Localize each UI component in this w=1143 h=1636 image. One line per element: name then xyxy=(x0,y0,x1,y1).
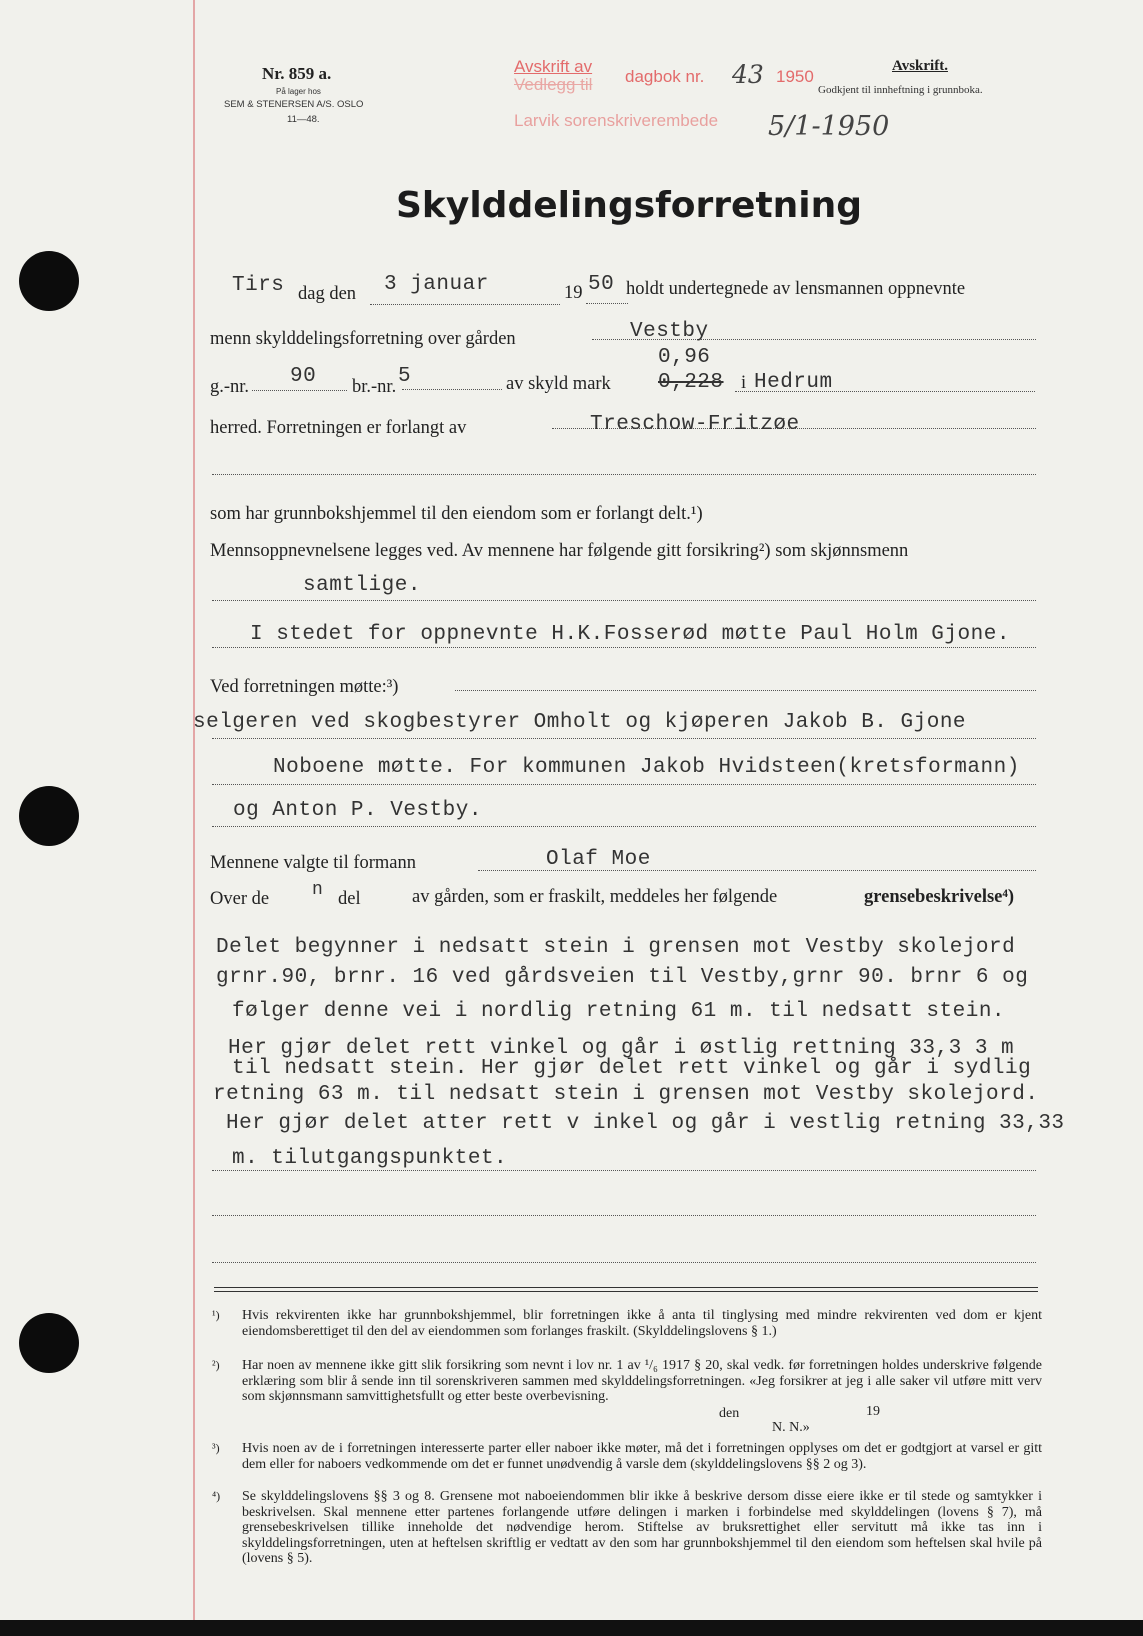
stamp-avskrift-av: Avskrift av xyxy=(514,57,593,76)
gnr-value: 90 xyxy=(290,365,317,388)
insured-value: samtlige. xyxy=(303,574,421,597)
punch-hole xyxy=(19,786,79,846)
fill-line xyxy=(212,647,1036,648)
menn-text: menn skylddelingsforretning over gården xyxy=(210,329,516,349)
boundary-line: retning 63 m. til nedsatt stein i grensen mot Vestby skolejord. xyxy=(213,1083,1039,1106)
godkjent-text: Godkjent til innheftning i grunnboka. xyxy=(818,84,983,96)
stamp-office: Larvik sorenskriverembede xyxy=(514,111,719,130)
skyld-label: av skyld mark xyxy=(506,374,611,394)
fill-line xyxy=(586,303,628,304)
grunnbok-text: som har grunnbokshjemmel til den eiendom som er forlangt delt.¹) xyxy=(210,504,703,524)
boundary-line: grnr.90, brnr. 16 ved gårdsveien til Vestby,grnr 90. brnr 6 og xyxy=(216,966,1029,989)
fill-line xyxy=(212,600,1036,601)
brnr-label: br.-nr. xyxy=(352,377,397,397)
publisher-line: 11—48. xyxy=(287,114,320,125)
fill-line xyxy=(735,391,1035,392)
over-de-label: Over de xyxy=(210,889,270,909)
fill-line xyxy=(402,389,502,390)
municipality: Hedrum xyxy=(754,371,833,394)
boundary-line: Delet begynner i nedsatt stein i grensen mot Vestby skolejord xyxy=(216,936,1016,959)
fill-line xyxy=(252,390,347,391)
day-prefix: Tirs xyxy=(232,274,285,297)
attendees-line: og Anton P. Vestby. xyxy=(233,799,482,822)
footnote-mark: ¹) xyxy=(212,1308,220,1322)
brnr-value: 5 xyxy=(398,365,412,388)
boundary-line: til nedsatt stein. Her gjør delet rett vinkel og går i sydlig xyxy=(232,1057,1032,1080)
fill-line xyxy=(370,304,560,305)
substitute-note: I stedet for oppnevnte H.K.Fosserød møtte Paul Holm Gjone. xyxy=(250,623,1010,646)
gnr-label: g.-nr. xyxy=(210,377,250,397)
oath-year: 19 xyxy=(866,1404,880,1419)
attendees-line: selgeren ved skogbestyrer Omholt og kjøperen Jakob B. Gjone xyxy=(193,711,967,734)
century-label: 19 xyxy=(564,283,583,303)
fill-line xyxy=(212,1170,1036,1171)
footnote-separator xyxy=(214,1291,1038,1292)
mennsopp-text: Mennsoppnevnelsene legges ved. Av mennene har følgende gitt forsikring²) som skjønnsmenn xyxy=(210,541,909,561)
page-title: Skylddelingsforretning xyxy=(396,185,863,226)
stamp-vedlegg-til: Vedlegg til xyxy=(514,75,593,94)
skyld-struck: 0,228 xyxy=(658,371,724,394)
i-label: i xyxy=(741,373,747,393)
boundary-line: følger denne vei i nordlig retning 61 m. til nedsatt stein. xyxy=(232,1000,1006,1023)
date-value: 3 januar xyxy=(384,273,489,296)
footnote-separator xyxy=(214,1287,1038,1288)
avskrift-label: Avskrift. xyxy=(892,58,948,74)
skyld-corrected: 0,96 xyxy=(658,346,711,369)
publisher-line: SEM & STENERSEN A/S. OSLO xyxy=(224,99,364,110)
del-label: del xyxy=(338,889,361,909)
boundary-line: Her gjør delet rett vinkel og går i østlig rettning 33,3 3 m xyxy=(228,1037,1015,1060)
stamp-date: 5/1-1950 xyxy=(768,111,890,142)
fill-line xyxy=(212,1262,1036,1263)
grense-label: grensebeskrivelse⁴) xyxy=(864,887,1015,907)
boundary-line: m. tilutgangspunktet. xyxy=(232,1147,508,1170)
dagbok-number: 43 xyxy=(732,60,764,89)
footnote-mark: ⁴) xyxy=(212,1489,221,1503)
requested-by: Treschow-Fritzøe xyxy=(590,413,800,436)
ved-text: Ved forretningen møtte:³) xyxy=(210,677,399,697)
av-garden-text: av gården, som er fraskilt, meddeles her følgende xyxy=(412,887,778,907)
boundary-line: Her gjør delet atter rett v inkel og går i vestlig retning 33,33 xyxy=(226,1112,1065,1135)
dag-den-label: dag den xyxy=(298,284,357,304)
punch-hole xyxy=(19,251,79,311)
attendees-line: Noboene møtte. For kommunen Jakob Hvidsteen(kretsformann) xyxy=(273,756,1020,779)
footnote-text: Hvis noen av de i forretningen interesserte parter eller naboer ikke møter, må det i forretningen opplyses om det er godtgjort at varsel er gitt dem eller for naboers vedkommende om det er funnet unødvendig å varsle dem (skylddelingslovens §§ 2 og 3). xyxy=(242,1441,1042,1472)
margin-line xyxy=(193,0,195,1620)
fill-line xyxy=(212,784,1036,785)
footnote-text: Har noen av mennene ikke gitt slik forsikring som nevnt i lov nr. 1 av ¹/₆ 1917 § 20, skal vedk. før forretningen holdes underskrive følgende erklæring som blir å sende inn til sorenskriveren sammen med skylddelingsforretningen. «Jeg forsikrer at jeg i alle saker vil utføre mitt verv som skjønnsmann samvittighetsfullt og etter beste overbevisning. xyxy=(242,1358,1042,1404)
part-suffix: n xyxy=(312,880,324,900)
herred-text: herred. Forretningen er forlangt av xyxy=(210,418,467,438)
fill-line xyxy=(212,1215,1036,1216)
footnote-mark: ²) xyxy=(212,1358,220,1372)
fill-line xyxy=(455,690,1036,691)
footnote-text: Se skylddelingslovens §§ 3 og 8. Grensene mot naboeiendommen blir ikke å beskrive dersom disse eiere ikke er til stede og samtykker i beskrivelsen. Skal mennene etter partenes forlangende utføre delingen i marken i forbindelse med skylddelingen (lovens § 7), må grensebeskrivelsen tillike inneholde det nødvendige herom. Stiftelse av bruksrettighet eller servitutt må ikke tas inn i skylddelingsforretningen, uten at heftelsen skriftlig er vedtatt av den som har grunnbokshjemmel til den eiendom som heftelsen skal hvile på (lovens § 5). xyxy=(242,1489,1042,1566)
footnote-mark: ³) xyxy=(212,1441,220,1455)
stamp-dagbok: dagbok nr. xyxy=(625,67,705,86)
publisher-line: På lager hos xyxy=(276,87,321,96)
formann-text: Mennene valgte til formann xyxy=(210,853,417,873)
year-suffix: 50 xyxy=(588,273,615,296)
footnote-text: Hvis rekvirenten ikke har grunnbokshjemmel, blir forretningen ikke å anta til tinglysing med mindre rekvirenten ved dom er kjent eiendomsberettiget til den del av eiendommen som forlanges fraskilt. (Skylddelingslovens § 1.) xyxy=(242,1308,1042,1339)
holdt-text: holdt undertegnede av lensmannen oppnevnte xyxy=(626,279,966,299)
punch-hole xyxy=(19,1313,79,1373)
oath-den: den xyxy=(719,1406,740,1421)
formann-name: Olaf Moe xyxy=(546,848,651,871)
farm-name: Vestby xyxy=(630,320,709,343)
oath-signature: N. N.» xyxy=(772,1420,810,1435)
fill-line xyxy=(212,738,1036,739)
form-number: Nr. 859 a. xyxy=(262,64,332,83)
stamp-year: 1950 xyxy=(776,67,814,86)
fill-line xyxy=(212,826,1036,827)
fill-line xyxy=(212,474,1036,475)
